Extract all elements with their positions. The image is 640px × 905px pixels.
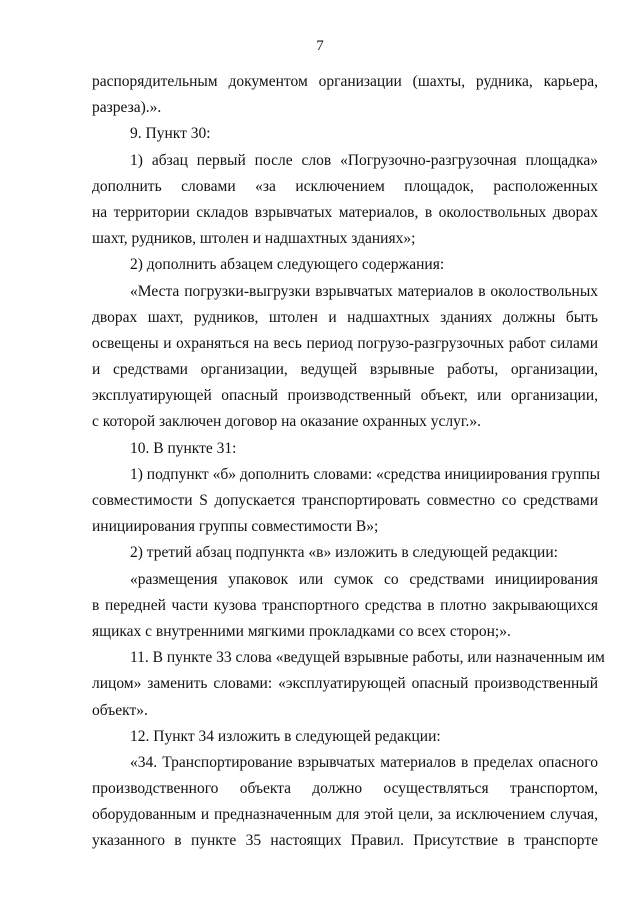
text-line: 1) абзац первый после слов «Погрузочно-разгрузочная площадка» (130, 151, 598, 169)
text-line: указанного в пункте 35 настоящих Правил. Присутствие в транспорте (92, 832, 598, 850)
text-line: разреза).». (92, 99, 162, 117)
text-line: 2) третий абзац подпункта «в» изложить в следующей редакции: (130, 544, 558, 562)
text-line: оборудованным и предназначенным для этой цели, за исключением случая, (92, 806, 598, 824)
text-line: дополнить словами «за исключением площадок, расположенных (92, 177, 598, 195)
text-line: 1) подпункт «б» дополнить словами: «средства инициирования группы (130, 465, 600, 483)
document-body (92, 69, 605, 855)
text-line: с которой заключен договор на оказание охранных услуг.». (92, 413, 481, 431)
text-line: на территории складов взрывчатых материалов, в околоствольных дворах (92, 203, 598, 221)
text-line: дворах шахт, рудников, штолен и надшахтных зданиях должны быть (92, 308, 598, 326)
text-line: 10. В пункте 31: (130, 439, 237, 457)
text-line: в передней части кузова транспортного средства в плотно закрывающихся (92, 596, 598, 614)
text-line: 2) дополнить абзацем следующего содержания: (130, 256, 445, 274)
text-line: распорядительным документом организации (шахты, рудника, карьера, (92, 73, 598, 90)
text-line: ящиках с внутренними мягкими прокладками со всех сторон;». (92, 622, 511, 640)
text-line: совместимости S допускается транспортировать совместно со средствами (92, 492, 598, 509)
text-line: лицом» заменить словами: «эксплуатирующей опасный производственный (92, 675, 598, 693)
text-line: 11. В пункте 33 слова «ведущей взрывные работы, или назначенным им (130, 649, 605, 667)
text-line: 12. Пункт 34 изложить в следующей редакции: (130, 727, 441, 745)
text-line: инициирования группы совместимости В»; (92, 518, 379, 536)
text-line: производственного объекта должно осуществляться транспортом, (92, 780, 598, 798)
text-line: шахт, рудников, штолен и надшахтных зданиях»; (92, 230, 416, 248)
text-line: и средствами организации, ведущей взрывные работы, организации, (92, 361, 598, 379)
text-line: эксплуатирующей опасный производственный объект, или организации, (92, 387, 598, 405)
text-line: «Места погрузки-выгрузки взрывчатых материалов в околоствольных (130, 282, 598, 300)
text-line: объект». (92, 701, 148, 719)
text-line: 9. Пункт 30: (130, 125, 211, 143)
text-line: «34. Транспортирование взрывчатых материалов в пределах опасного (130, 753, 598, 771)
text-line: освещены и охраняться на весь период погрузо-разгрузочных работ силами (92, 334, 598, 352)
page-number: 7 (316, 38, 324, 54)
text-line: «размещения упаковок или сумок со средствами инициирования (130, 570, 598, 588)
